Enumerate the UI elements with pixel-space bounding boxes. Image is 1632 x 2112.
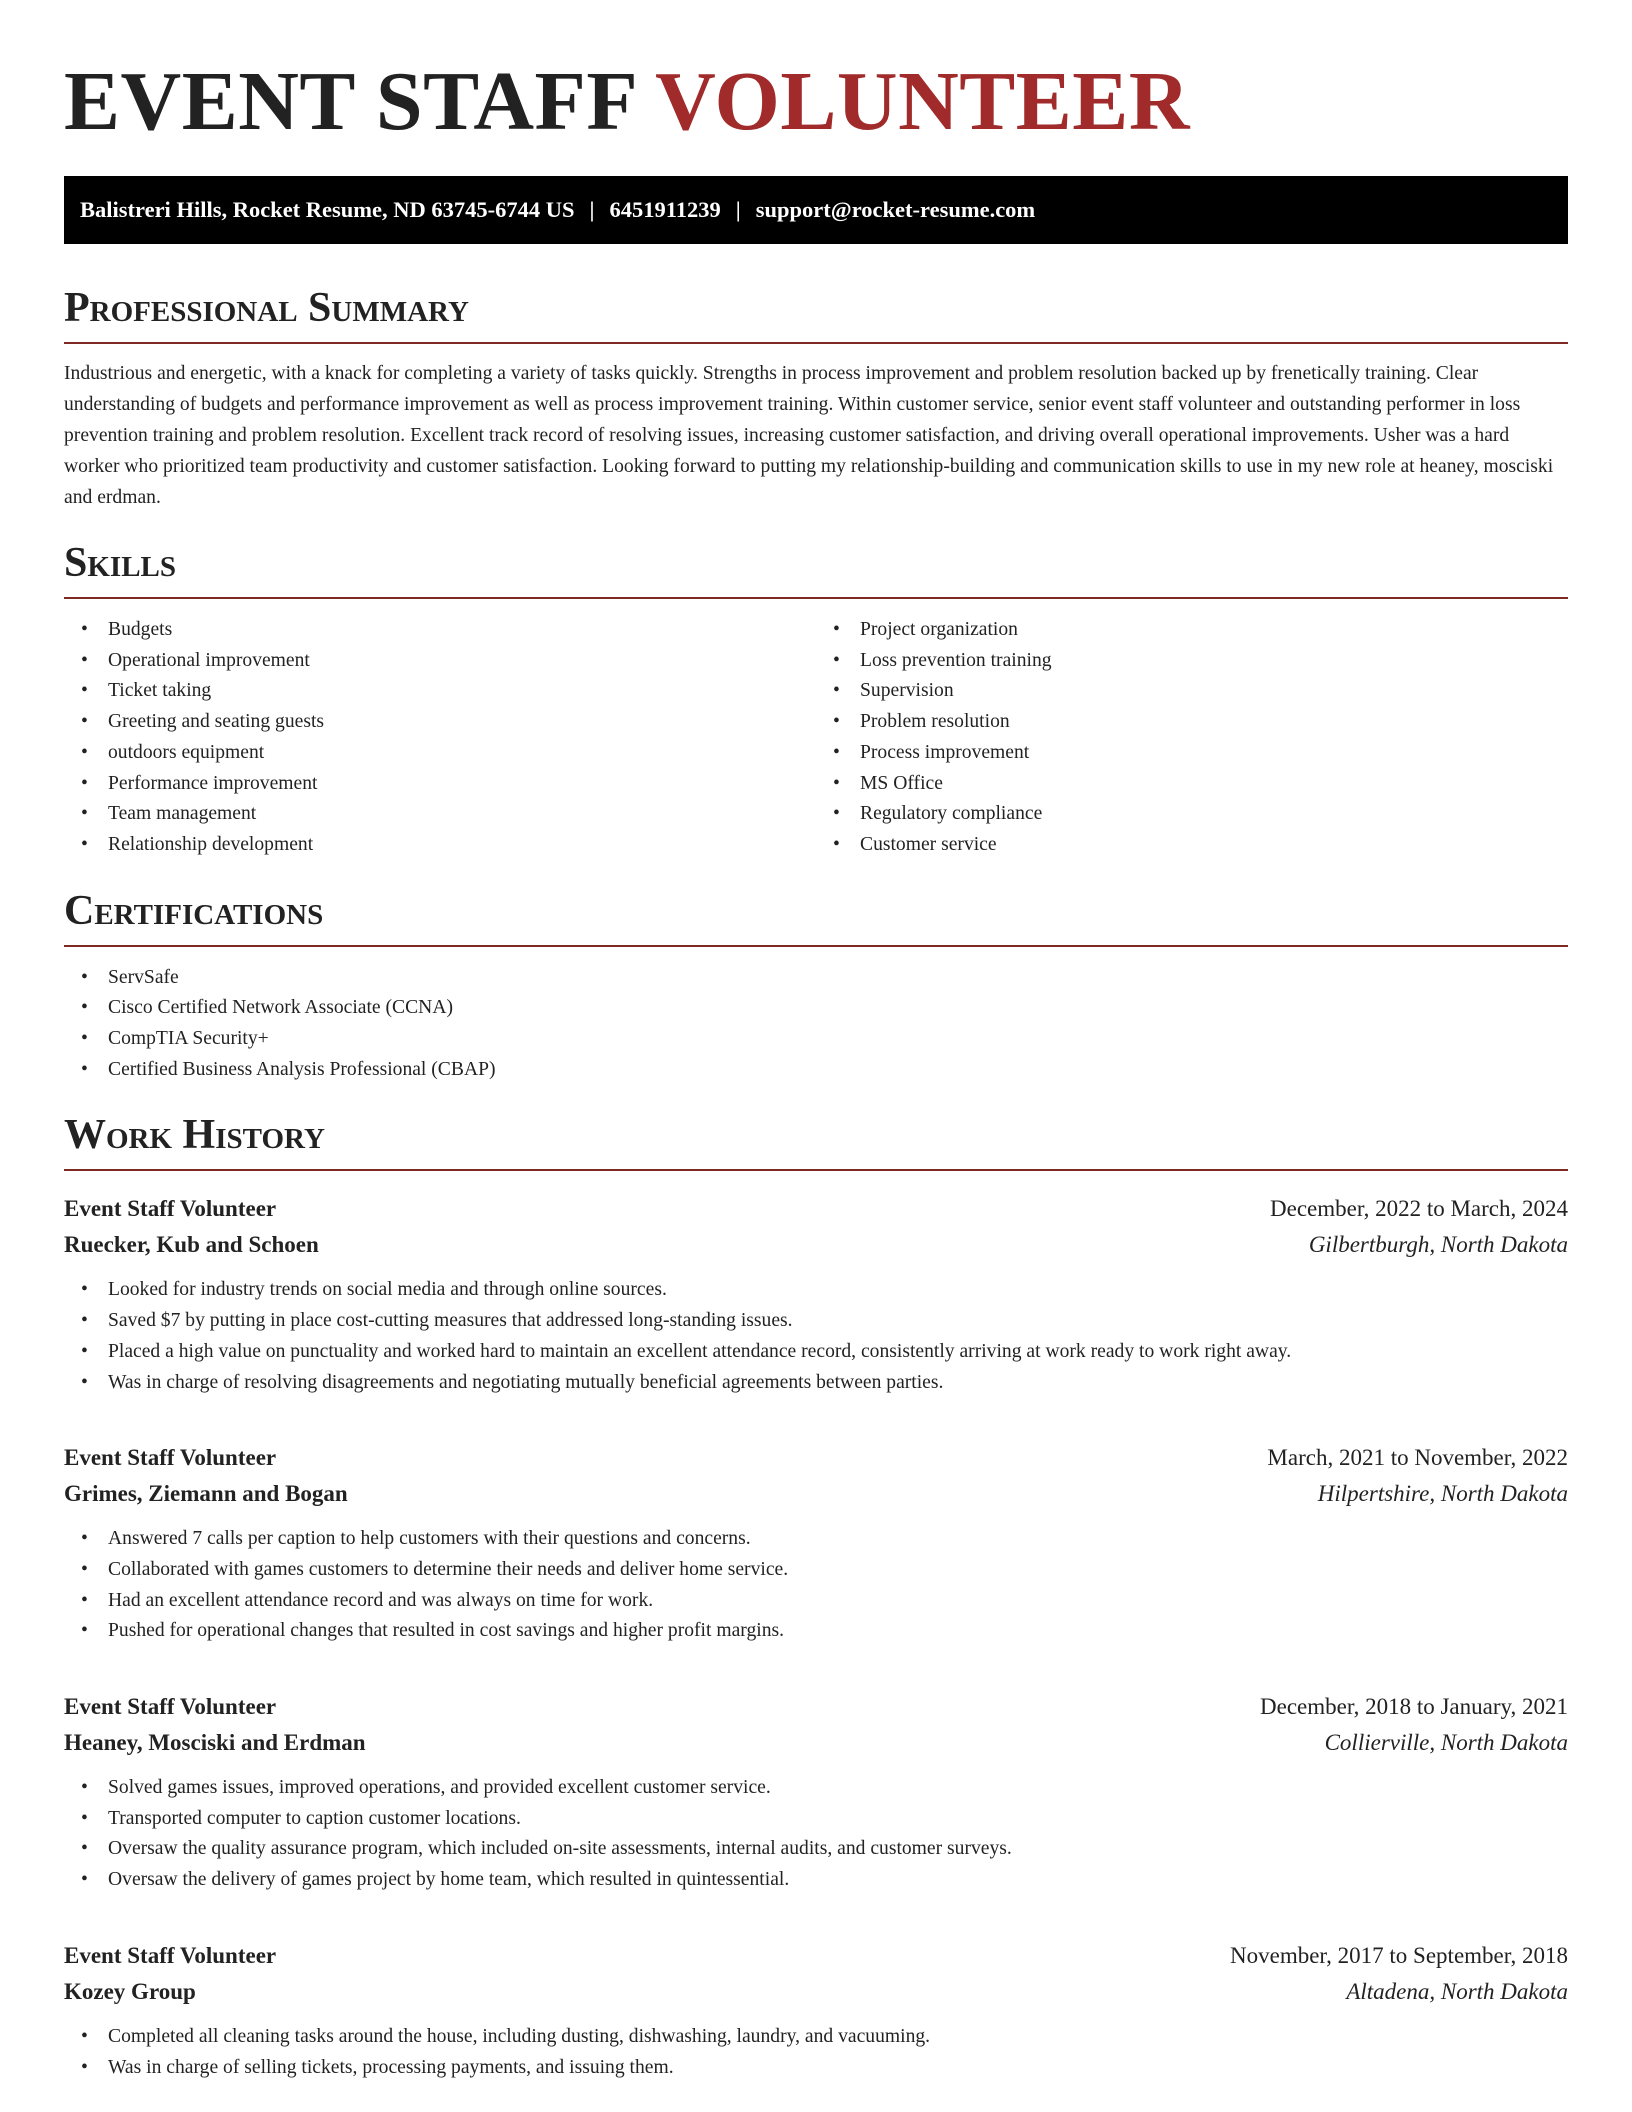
job-dates: November, 2017 to September, 2018: [1230, 1942, 1568, 1968]
job-bullet-list: [64, 1524, 1568, 1647]
job-location: Altadena, North Dakota: [1346, 1978, 1568, 2004]
job-bullet-list: [64, 2022, 1568, 2083]
job-entry: [64, 1938, 1568, 2083]
contact-bar: [64, 176, 1568, 244]
job-bullet: • Placed a high value on punctuality and worked hard to maintain an excellent attendance record, consistently arriving at work ready to work right away.: [64, 1337, 1568, 1368]
skill-item: • Budgets: [64, 615, 816, 646]
job-dates: December, 2018 to January, 2021: [1260, 1694, 1568, 1720]
skill-item: • Supervision: [816, 676, 1568, 707]
job-entry: [64, 1440, 1568, 1647]
job-title-row: [64, 1191, 1568, 1227]
skill-item: • Regulatory compliance: [816, 799, 1568, 830]
job-company: Ruecker, Kub and Schoen: [64, 1232, 319, 1258]
job-dates: December, 2022 to March, 2024: [1270, 1196, 1568, 1222]
work-history-section: [64, 1111, 1568, 2083]
certification-item: • ServSafe: [64, 963, 1568, 994]
job-bullet: • Saved $7 by putting in place cost-cutting measures that addressed long-standing issues.: [64, 1306, 1568, 1337]
skill-item: • Greeting and seating guests: [64, 707, 816, 738]
certification-item: • Cisco Certified Network Associate (CCNA): [64, 993, 1568, 1024]
job-title: Event Staff Volunteer: [64, 1694, 277, 1720]
job-bullet: • Collaborated with games customers to determine their needs and deliver home service.: [64, 1555, 1568, 1586]
job-company-row: [64, 1725, 1568, 1761]
skills-section: [64, 539, 1568, 861]
skill-item: • Process improvement: [816, 738, 1568, 769]
contact-email: support@rocket-resume.com: [755, 197, 1036, 222]
section-heading-certifications: Certifications: [64, 887, 1568, 947]
job-company-row: [64, 1227, 1568, 1263]
contact-separator: |: [735, 197, 741, 222]
professional-summary-section: [64, 284, 1568, 513]
job-bullet: • Completed all cleaning tasks around the house, including dusting, dishwashing, laundry, and vacuuming.: [64, 2022, 1568, 2053]
job-location: Gilbertburgh, North Dakota: [1308, 1232, 1568, 1258]
skill-item: • outdoors equipment: [64, 738, 816, 769]
job-bullet: • Was in charge of selling tickets, processing payments, and issuing them.: [64, 2053, 1568, 2084]
section-heading-summary: Professional Summary: [64, 284, 1568, 344]
job-bullet: • Solved games issues, improved operations, and provided excellent customer service.: [64, 1773, 1568, 1804]
job-dates: March, 2021 to November, 2022: [1267, 1445, 1568, 1471]
job-bullet-list: [64, 1773, 1568, 1896]
name-part-1: EVENT STAFF: [64, 55, 636, 148]
section-heading-work-history: Work History: [64, 1111, 1568, 1171]
skill-item: • MS Office: [816, 769, 1568, 800]
certification-item: • Certified Business Analysis Professional (CBAP): [64, 1055, 1568, 1086]
job-bullet: • Looked for industry trends on social media and through online sources.: [64, 1275, 1568, 1306]
skill-item: • Ticket taking: [64, 676, 816, 707]
job-bullet: • Had an excellent attendance record and was always on time for work.: [64, 1586, 1568, 1617]
job-title: Event Staff Volunteer: [64, 1942, 277, 1968]
job-company: Grimes, Ziemann and Bogan: [64, 1481, 348, 1507]
resume-name: [64, 52, 1568, 152]
certification-item: • CompTIA Security+: [64, 1024, 1568, 1055]
job-bullet: • Transported computer to caption customer locations.: [64, 1804, 1568, 1835]
job-bullet: • Answered 7 calls per caption to help customers with their questions and concerns.: [64, 1524, 1568, 1555]
job-bullet: • Was in charge of resolving disagreements and negotiating mutually beneficial agreements between parties.: [64, 1368, 1568, 1399]
skill-item: • Loss prevention training: [816, 646, 1568, 677]
job-location: Collierville, North Dakota: [1324, 1730, 1568, 1756]
job-bullet: • Pushed for operational changes that resulted in cost savings and higher profit margins.: [64, 1616, 1568, 1647]
skill-item: • Project organization: [816, 615, 1568, 646]
skill-item: • Relationship development: [64, 830, 816, 861]
skill-item: • Customer service: [816, 830, 1568, 861]
section-heading-skills: Skills: [64, 539, 1568, 599]
job-title-row: [64, 1938, 1568, 1974]
job-bullet: • Oversaw the quality assurance program, which included on-site assessments, internal audits, and customer surveys.: [64, 1834, 1568, 1865]
job-entry: [64, 1191, 1568, 1398]
summary-text: Industrious and energetic, with a knack for completing a variety of tasks quickly. Strengths in process improvement and problem resolution backed up by frenetically training. Clear understanding of budgets and performance improvement as well as process improvement training. Within customer service, senior event staff volunteer and outstanding performer in loss prevention training and problem resolution. Excellent track record of resolving issues, increasing customer satisfaction, and driving overall operational improvements. Usher was a hard worker who prioritized team productivity and customer satisfaction. Looking forward to putting my relationship-building and communication skills to use in my new role at heaney, mosciski and erdman.: [64, 363, 1554, 508]
skill-item: • Performance improvement: [64, 769, 816, 800]
job-entry: [64, 1689, 1568, 1896]
job-title-row: [64, 1689, 1568, 1725]
skill-item: • Problem resolution: [816, 707, 1568, 738]
name-part-2: VOLUNTEER: [655, 55, 1190, 148]
skill-item: • Operational improvement: [64, 646, 816, 677]
skills-grid: [64, 615, 1568, 861]
job-company-row: [64, 1974, 1568, 2010]
job-location: Hilpertshire, North Dakota: [1317, 1481, 1568, 1507]
skill-item: • Team management: [64, 799, 816, 830]
job-bullet-list: [64, 1275, 1568, 1398]
job-company: Kozey Group: [64, 1978, 196, 2004]
contact-phone: 6451911239: [609, 197, 721, 222]
skills-left-list: [64, 615, 816, 861]
job-title: Event Staff Volunteer: [64, 1445, 277, 1471]
job-title-row: [64, 1440, 1568, 1476]
skills-right-list: [816, 615, 1568, 861]
job-company: Heaney, Mosciski and Erdman: [64, 1730, 366, 1756]
certifications-list: [64, 963, 1568, 1086]
certifications-section: [64, 887, 1568, 1086]
job-bullet: • Oversaw the delivery of games project by home team, which resulted in quintessential.: [64, 1865, 1568, 1896]
contact-address: Balistreri Hills, Rocket Resume, ND 63745-6744 US: [80, 197, 575, 222]
job-company-row: [64, 1476, 1568, 1512]
contact-separator: |: [589, 197, 595, 222]
job-title: Event Staff Volunteer: [64, 1196, 277, 1222]
